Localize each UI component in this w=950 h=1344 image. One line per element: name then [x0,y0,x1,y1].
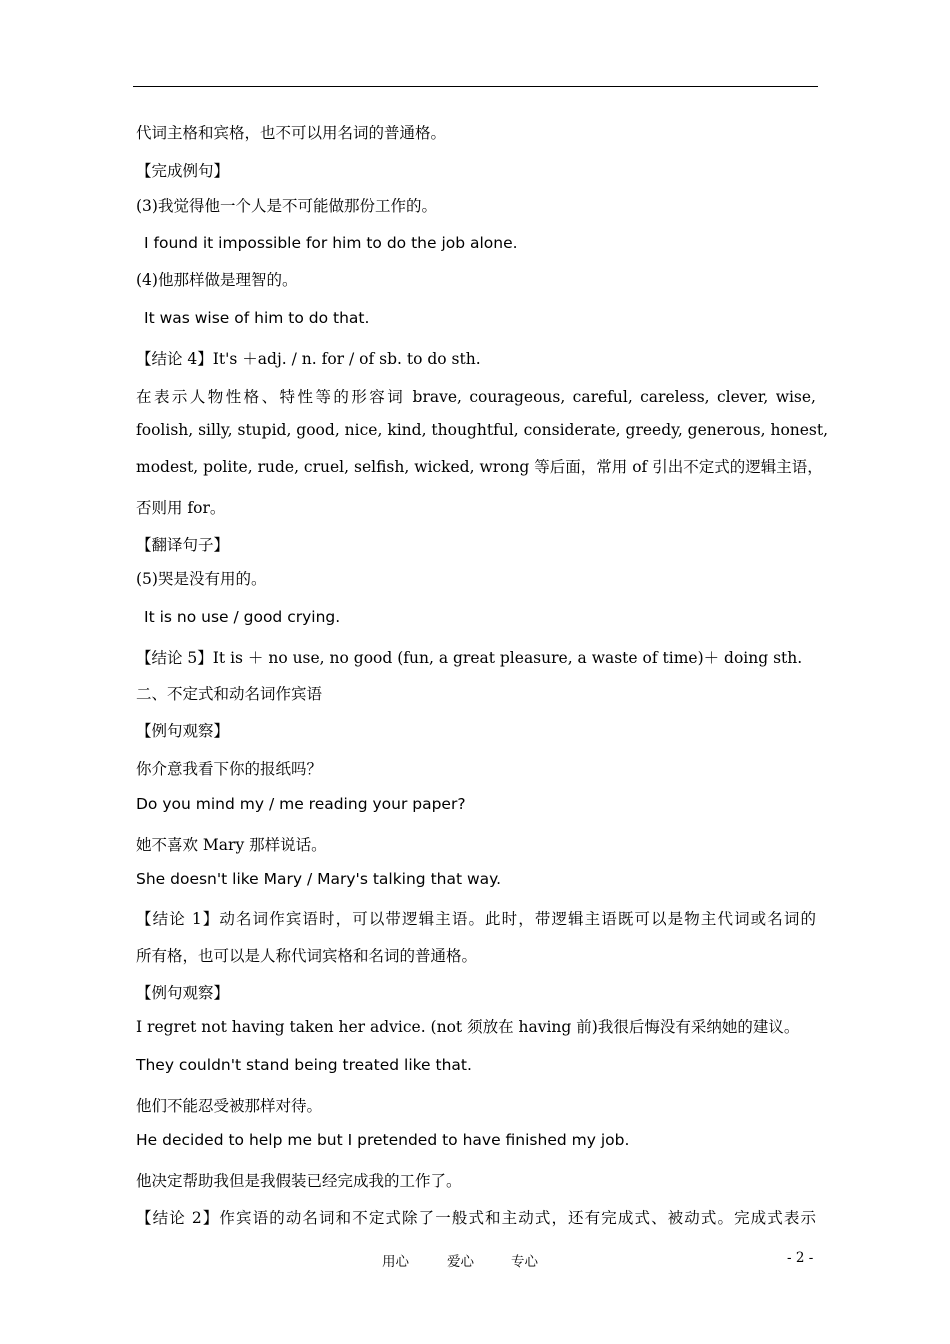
page-number: - 2 - [787,1250,814,1266]
conclusion-line: 【结论 1】动名词作宾语时，可以带逻辑主语。此时，带逻辑主语既可以是物主代词或名词的 [136,910,816,928]
header-rule [133,86,818,87]
section-title: 二、不定式和动名词作宾语 [136,685,323,703]
section-heading: 【翻译句子】 [136,536,230,554]
example-sentence: It is no use / good crying. [144,608,341,626]
text-line: 否则用 for。 [136,499,226,517]
example-sentence: They couldn't stand being treated like that. [136,1056,472,1074]
section-heading: 【例句观察】 [136,722,230,740]
text-line: 她不喜欢 Mary 那样说话。 [136,836,327,854]
text-line: 在表示人物性格、特性等的形容词 brave, courageous, careful, careless, clever, wise, [136,388,816,406]
text-line: 所有格，也可以是人称代词宾格和名词的普通格。 [136,947,478,965]
footer-middle: 爱心 [447,1254,474,1270]
example-sentence: He decided to help me but I pretended to have finished my job. [136,1131,630,1149]
footer-right: 专心 [511,1254,538,1270]
text-line: 他决定帮助我但是我假装已经完成我的工作了。 [136,1172,462,1190]
section-heading: 【例句观察】 [136,984,230,1002]
text-line: 他们不能忍受被那样对待。 [136,1097,323,1115]
example-sentence: Do you mind my / me reading your paper? [136,795,466,813]
footer-left: 用心 [382,1254,409,1270]
conclusion-line: 【结论 4】It's ＋adj. / n. for / of sb. to do sth. [136,350,481,368]
text-line: 代词主格和宾格，也不可以用名词的普通格。 [136,124,447,142]
section-heading: 【完成例句】 [136,162,230,180]
text-line: foolish, silly, stupid, good, nice, kind, thoughtful, considerate, greedy, generous, honest, [136,421,829,439]
example-sentence: I regret not having taken her advice. (not 须放在 having 前)我很后悔没有采纳她的建议。 [136,1018,800,1036]
example-sentence: I found it impossible for him to do the job alone. [144,234,518,252]
conclusion-line: 【结论 2】作宾语的动名词和不定式除了一般式和主动式，还有完成式、被动式。完成式表示 [136,1209,816,1227]
text-line: (3)我觉得他一个人是不可能做那份工作的。 [136,197,437,215]
example-sentence: She doesn't like Mary / Mary's talking that way. [136,870,502,888]
text-line: (4)他那样做是理智的。 [136,271,298,289]
text-line: modest, polite, rude, cruel, selfish, wicked, wrong 等后面，常用 of 引出不定式的逻辑主语， [136,458,823,476]
example-sentence: It was wise of him to do that. [144,309,370,327]
text-line: 你介意我看下你的报纸吗？ [136,760,323,778]
text-line: (5)哭是没有用的。 [136,570,267,588]
conclusion-line: 【结论 5】It is ＋ no use, no good (fun, a great pleasure, a waste of time)＋ doing sth. [136,649,803,667]
